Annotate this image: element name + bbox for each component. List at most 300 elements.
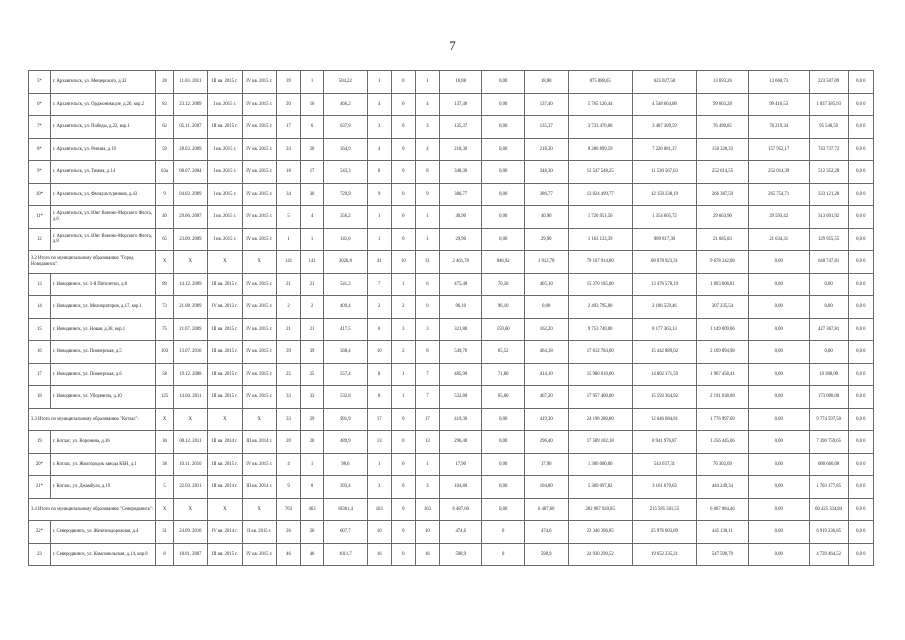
table-cell: 445 138,11 [697, 521, 749, 544]
table-cell: 9 774 597,50 [809, 408, 848, 431]
table-cell: 7 226 881,37 [632, 138, 696, 161]
table-cell: 1 149 009,06 [697, 318, 749, 341]
table-cell: 3 [367, 116, 391, 139]
table-cell: 8 [367, 386, 391, 409]
table-cell: 0,0 0 [848, 71, 873, 94]
table-cell: 4 548 664,08 [632, 93, 696, 116]
table-cell: 19 [29, 431, 51, 454]
table-cell: 98,6 [324, 453, 368, 476]
table-cell: 0,0 0 [848, 386, 873, 409]
table-cell: 386,77 [524, 183, 568, 206]
table-cell: 0 [391, 228, 415, 251]
table-cell: 62 [156, 116, 173, 139]
table-cell: 8 [367, 161, 391, 184]
table-cell: 17 612 784,00 [568, 341, 632, 364]
table-cell: 76 219,34 [748, 116, 809, 139]
table-cell: 0,00 [482, 408, 524, 431]
table-cell: 0,0 0 [848, 116, 873, 139]
table-cell: 474,6 [524, 521, 568, 544]
table-cell: II кв. 2015 г. [242, 521, 276, 544]
table-cell: 129 955,55 [809, 228, 848, 251]
table-cell: 0,00 [482, 138, 524, 161]
table-cell: 0 [391, 453, 415, 476]
table-cell: 22.03. 2011 [173, 476, 207, 499]
table-cell: г. Архангельск, ул. Юнг Военно-Морского Флота, д.6 [50, 206, 156, 229]
table-cell: X [156, 408, 173, 431]
table-cell: 10 [367, 341, 391, 364]
table-cell: 466,2 [324, 93, 368, 116]
table-cell: 0,00 [809, 273, 848, 296]
table-cell: 9 753 740,00 [568, 318, 632, 341]
table-cell: 6 487,60 [439, 498, 481, 521]
table-cell: X [173, 408, 207, 431]
table-cell: 1 [367, 228, 391, 251]
table-cell: 29.06. 2007 [173, 206, 207, 229]
table-cell: 14 [29, 296, 51, 319]
table-cell: 0,00 [748, 296, 809, 319]
table-cell: 1 726 951,56 [568, 206, 632, 229]
table-cell: 6 487,60 [524, 498, 568, 521]
table-cell: 0,00 [748, 251, 809, 274]
table-cell: 173 000,00 [809, 386, 848, 409]
table-cell: 637,9 [324, 116, 368, 139]
table-cell: 1 037 385,93 [809, 93, 848, 116]
table-cell: 1 [301, 453, 324, 476]
subtotal-row [29, 251, 874, 274]
table-cell: 85,52 [482, 341, 524, 364]
table-cell: 0,0 0 [848, 93, 873, 116]
table-cell: 39 [276, 341, 300, 364]
table-cell: IV кв. 2015 г. [242, 93, 276, 116]
table-cell: 89 [156, 273, 173, 296]
table-cell: 0,00 [748, 408, 809, 431]
table-row [29, 453, 874, 476]
table-cell: 1 [415, 71, 439, 94]
table-cell: 104,80 [439, 476, 481, 499]
table-cell: г. Архангельск, ул. Тимма, д.14 [50, 161, 156, 184]
table-cell: 989 817,30 [632, 228, 696, 251]
table-cell: 08.07. 2004 [173, 161, 207, 184]
table-cell: 0,00 [482, 228, 524, 251]
table-cell: IV кв. 2015 г. [242, 453, 276, 476]
table-cell: 25 [276, 363, 300, 386]
table-cell: III кв. 2015 г. [208, 453, 242, 476]
table-cell: 1 354 605,72 [632, 206, 696, 229]
table-cell: 10 [415, 521, 439, 544]
table-cell: 474,6 [439, 521, 481, 544]
table-cell: г. Новодвинск, ул. Новая, д.38, кор.1 [50, 318, 156, 341]
table-cell: 20 [276, 93, 300, 116]
table-cell: 0,00 [482, 183, 524, 206]
table-cell: 0,0 0 [848, 296, 873, 319]
table-cell: 141 [301, 251, 324, 274]
table-cell: IV кв. 2015 г. [242, 363, 276, 386]
table-cell: 6 [415, 273, 439, 296]
table-cell: 0,00 [809, 341, 848, 364]
table-cell: 18361,4 [324, 498, 368, 521]
table-cell: 215 585 501,55 [632, 498, 696, 521]
table-cell: 0 [391, 71, 415, 94]
table-cell: г. Новодвинск, ул. Уборевича, д.10 [50, 386, 156, 409]
table-cell: 29 [301, 408, 324, 431]
table-cell: 18,88 [524, 71, 568, 94]
table-row [29, 71, 874, 94]
table-cell: 3 [415, 476, 439, 499]
table-cell: 568,4 [324, 341, 368, 364]
table-cell: 14.04. 2011 [173, 386, 207, 409]
table-cell: г. Котлас, ул. Воронина, д.36 [50, 431, 156, 454]
table-cell: 3 [391, 318, 415, 341]
table-cell: 96,10 [482, 296, 524, 319]
table-cell: X [208, 408, 242, 431]
table-cell: 20* [29, 453, 51, 476]
table-cell: 543 037,31 [632, 453, 696, 476]
table-cell: 3 161 670,63 [632, 476, 696, 499]
table-cell: 25 976 003,89 [632, 521, 696, 544]
table-cell: 0,0 0 [848, 138, 873, 161]
table-cell: 743 737,72 [809, 138, 848, 161]
table-cell: 46 [301, 543, 324, 566]
table-cell: 76 302,69 [697, 453, 749, 476]
table-cell: 3 [415, 318, 439, 341]
table-row [29, 318, 874, 341]
table-cell: 1 [301, 228, 324, 251]
table-cell: 8 [415, 161, 439, 184]
table-row [29, 206, 874, 229]
table-cell: I кв. 2015 г. [208, 206, 242, 229]
table-cell: 296,40 [524, 431, 568, 454]
table-cell: 29 663,90 [697, 206, 749, 229]
table-cell: 20 [276, 431, 300, 454]
table-cell: IV кв. 2015 г. [242, 183, 276, 206]
table-cell: 17 [301, 161, 324, 184]
table-cell: 103 [156, 341, 173, 364]
table-cell: 5* [29, 71, 51, 94]
table-cell: 12 547 548,25 [568, 161, 632, 184]
table-cell: 427 367,81 [809, 318, 848, 341]
table-cell: 5 309 097,82 [568, 476, 632, 499]
table-cell: 218,30 [524, 138, 568, 161]
table-cell: 2 493 795,00 [568, 296, 632, 319]
table-cell: 252 614,55 [697, 161, 749, 184]
table-cell: 0,00 [482, 116, 524, 139]
table-cell: 13 024 499,77 [568, 183, 632, 206]
table-cell: 223 507,09 [809, 71, 848, 94]
table-cell: 21 685,83 [697, 228, 749, 251]
table-cell: 141 [276, 251, 300, 274]
table-cell: 463 [301, 498, 324, 521]
table-cell: 4 739 464,52 [809, 543, 848, 566]
table-row [29, 476, 874, 499]
table-cell: 0 [391, 93, 415, 116]
table-cell: 1 [367, 71, 391, 94]
table-cell: III кв. 2014 г. [208, 476, 242, 499]
table-cell: 6 [367, 318, 391, 341]
table-cell: 8 177 363,13 [632, 318, 696, 341]
table-cell: г. Северодвинск, ул. Комсомольская, д.14, кор.8 [50, 543, 156, 566]
table-cell: 33 [301, 386, 324, 409]
table-cell: 444 249,34 [697, 476, 749, 499]
table-cell: 1 [415, 453, 439, 476]
table-cell: 22* [29, 521, 51, 544]
table-cell: III кв. 2015 г. [208, 363, 242, 386]
table-cell: 31 [415, 251, 439, 274]
table-cell: 33 [276, 408, 300, 431]
table-cell: 1 [391, 273, 415, 296]
table-cell: г. Архангельск, ул. Победы, д.22, кор.1 [50, 116, 156, 139]
table-cell: 313 691,92 [809, 206, 848, 229]
table-cell: 10 380,00 [809, 363, 848, 386]
table-cell: X [173, 498, 207, 521]
table-cell: 1 776 997,69 [697, 408, 749, 431]
table-cell: 3.4 Итого по муниципальному образованию "Северодвинск": [29, 498, 156, 521]
table-cell: 8* [29, 138, 51, 161]
table-row [29, 93, 874, 116]
table-cell: III кв. 2015 г. [208, 318, 242, 341]
table-cell: 8 [156, 543, 173, 566]
table-cell: 40,90 [524, 206, 568, 229]
table-cell: 0,0 0 [848, 408, 873, 431]
table-cell: 58 [156, 363, 173, 386]
table-cell: 1 [276, 228, 300, 251]
table-cell: 29 593,42 [748, 206, 809, 229]
table-cell: 419,30 [524, 408, 568, 431]
table-cell: 18 [276, 161, 300, 184]
table-cell: 4 [301, 206, 324, 229]
table-cell: 0,00 [748, 476, 809, 499]
table-cell: 24.09. 2010 [173, 521, 207, 544]
table-cell: 467,20 [524, 386, 568, 409]
table-cell: 16 [29, 341, 51, 364]
table-cell: 3 733 470,08 [568, 116, 632, 139]
table-cell: 17 [276, 116, 300, 139]
table-cell: 76 490,85 [697, 116, 749, 139]
table-row [29, 363, 874, 386]
table-cell: 0 [482, 521, 524, 544]
table-cell: 348,30 [524, 161, 568, 184]
table-cell: 2 [367, 296, 391, 319]
table-body [29, 71, 874, 566]
table-cell: 4 [367, 93, 391, 116]
table-row [29, 183, 874, 206]
table-cell: 405,10 [524, 273, 568, 296]
table-cell: 12 646 684,81 [632, 408, 696, 431]
table-cell: 0,0 0 [848, 251, 873, 274]
table-cell: 38 [156, 453, 173, 476]
table-cell: 729,9 [324, 183, 368, 206]
table-cell: 489,9 [324, 431, 368, 454]
table-cell: 11 530 567,03 [632, 161, 696, 184]
table-cell: 39 [276, 71, 300, 94]
table-cell: 1 [391, 386, 415, 409]
table-cell: 0,0 0 [848, 363, 873, 386]
table-cell: 3026,8 [324, 251, 368, 274]
table-cell: 23 340 396,85 [568, 521, 632, 544]
table-cell: 0 [391, 543, 415, 566]
table-cell: 9 [276, 476, 300, 499]
table-cell: 598,9 [439, 543, 481, 566]
table-cell: 2 191 038,08 [697, 386, 749, 409]
table-cell: 31 [156, 521, 173, 544]
table-cell: г. Новодвинск, ул. Пионерская, д.6 [50, 363, 156, 386]
table-cell: 8 941 976,87 [632, 431, 696, 454]
table-cell: X [208, 498, 242, 521]
table-cell: 157 952,17 [748, 138, 809, 161]
table-cell: 34 [276, 183, 300, 206]
table-cell: 29,90 [524, 228, 568, 251]
table-cell: 8 [367, 363, 391, 386]
table-cell: г. Новодвинск, ул. Мелиораторов, д.17, кор.1 [50, 296, 156, 319]
table-cell: IV кв. 2015 г. [242, 116, 276, 139]
table-cell: 0 [391, 521, 415, 544]
table-cell: г. Новодвинск, ул. 3-й Пятилетки, д.8 [50, 273, 156, 296]
table-row [29, 431, 874, 454]
table-cell: III кв. 2014 г. [242, 431, 276, 454]
table-cell: 21.07. 2009 [173, 318, 207, 341]
table-cell: 10 [367, 521, 391, 544]
table-row [29, 116, 874, 139]
table-cell: 266 387,59 [697, 183, 749, 206]
table-cell: 607,7 [324, 521, 368, 544]
table-cell: 158 328,33 [697, 138, 749, 161]
table-cell: 0,00 [482, 161, 524, 184]
table-cell: 3 487 309,59 [632, 116, 696, 139]
table-cell: 598,9 [524, 543, 568, 566]
table-cell: IV кв. 2015 г. [242, 386, 276, 409]
table-cell: 0,00 [482, 93, 524, 116]
table-cell: 0,0 0 [848, 521, 873, 544]
table-cell: 24 198 280,00 [568, 408, 632, 431]
table-cell: 70,30 [482, 273, 524, 296]
table-cell: 125 [156, 386, 173, 409]
table-cell: I кв. 2015 г. [208, 161, 242, 184]
table-cell: 464,18 [524, 341, 568, 364]
table-cell: 7 [415, 363, 439, 386]
table-row [29, 161, 874, 184]
table-cell: 0,00 [748, 498, 809, 521]
table-cell: III кв. 2015 г. [208, 341, 242, 364]
table-cell: X [208, 251, 242, 274]
table-cell: 08.12. 2011 [173, 431, 207, 454]
table-cell: 39 [301, 341, 324, 364]
table-cell: г. Архангельск, ул. Репина, д.19 [50, 138, 156, 161]
table-cell: 24 930 290,52 [568, 543, 632, 566]
table-cell: 1 [367, 206, 391, 229]
table-cell: 95 540,59 [809, 116, 848, 139]
table-cell: 17 [415, 408, 439, 431]
table-cell: 17 589 182,18 [568, 431, 632, 454]
table-cell: 21 [301, 273, 324, 296]
table-cell: X [156, 498, 173, 521]
table-cell: 162,20 [524, 318, 568, 341]
table-cell: 21* [29, 476, 51, 499]
table-cell: 0,0 0 [848, 206, 873, 229]
table-cell: 25 [301, 363, 324, 386]
table-cell: 0 [391, 183, 415, 206]
table-cell: 0,00 [748, 386, 809, 409]
table-cell: 40,90 [439, 206, 481, 229]
table-cell: III кв. 2015 г. [208, 116, 242, 139]
table-cell: IV кв. 2015 г. [242, 296, 276, 319]
table-cell: 21 [276, 273, 300, 296]
table-cell: 0,0 0 [848, 431, 873, 454]
table-cell: 10 [391, 251, 415, 274]
table-cell: г. Котлас, ул. Жилгородок завода КБН, д.1 [50, 453, 156, 476]
table-cell: 763 [276, 498, 300, 521]
table-cell: IV кв. 2015 г. [242, 71, 276, 94]
table-cell: III кв. 2014 г. [208, 431, 242, 454]
table-cell: I кв. 2015 г. [208, 93, 242, 116]
table-cell: 0,00 [482, 476, 524, 499]
table-cell: 8 [415, 341, 439, 364]
table-cell: 417,5 [324, 318, 368, 341]
table-cell: 26 [276, 521, 300, 544]
table-row [29, 138, 874, 161]
table-cell: X [242, 408, 276, 431]
table-cell: 13 693,26 [697, 71, 749, 94]
table-cell: г. Архангельск, ул. Фмзкультурников, д.43 [50, 183, 156, 206]
table-cell: 1 [415, 206, 439, 229]
table-row [29, 228, 874, 251]
table-cell: 0 [391, 408, 415, 431]
table-cell: 543,3 [324, 161, 368, 184]
table-cell: 846,92 [482, 251, 524, 274]
table-cell: 8 286 899,59 [568, 138, 632, 161]
table-cell: III кв. 2014 г. [242, 476, 276, 499]
table-cell: 414,10 [524, 363, 568, 386]
table-cell: 17 957 400,00 [568, 386, 632, 409]
table-cell: 532,80 [439, 386, 481, 409]
table-cell: IV кв. 2015 г. [242, 543, 276, 566]
table-cell: 73 [156, 296, 173, 319]
table-cell: 30 [156, 431, 173, 454]
table-cell: 21.08. 2009 [173, 296, 207, 319]
table-cell: 252 014,39 [748, 161, 809, 184]
table-cell: 991,9 [324, 408, 368, 431]
subtotal-row [29, 408, 874, 431]
table-cell: 18.01. 2007 [173, 543, 207, 566]
table-cell: 393,4 [324, 476, 368, 499]
table-cell: 30 [301, 183, 324, 206]
table-cell: 13 [415, 431, 439, 454]
table-cell: 41 [367, 251, 391, 274]
table-cell: 16 [367, 543, 391, 566]
table-cell: 8 [301, 476, 324, 499]
table-cell: г. Новодвинск, ул. Пионерская, д.5 [50, 341, 156, 364]
table-cell: 159,60 [482, 318, 524, 341]
table-cell: 135,37 [439, 116, 481, 139]
table-cell: 0,0 0 [848, 183, 873, 206]
table-cell: г. Котлас, ул. Джамбула, д.19 [50, 476, 156, 499]
table-cell: 3 [415, 116, 439, 139]
table-cell: 15 370 185,00 [568, 273, 632, 296]
table-cell: 15 593 364,92 [632, 386, 696, 409]
table-row [29, 273, 874, 296]
table-cell: 10* [29, 183, 51, 206]
table-cell: 0 [391, 161, 415, 184]
table-cell: 218,30 [439, 138, 481, 161]
table-cell: 60 425 334,84 [809, 498, 848, 521]
table-cell: 19 652 235,21 [632, 543, 696, 566]
table-cell: 0,00 [748, 543, 809, 566]
table-cell: III кв. 2015 г. [208, 543, 242, 566]
table-cell: 875 888,65 [568, 71, 632, 94]
table-cell: 29,90 [439, 228, 481, 251]
table-cell: 0 [482, 543, 524, 566]
table-cell: 28 [156, 71, 173, 94]
table-cell: 14 002 171,59 [632, 363, 696, 386]
table-cell: 12 [29, 228, 51, 251]
